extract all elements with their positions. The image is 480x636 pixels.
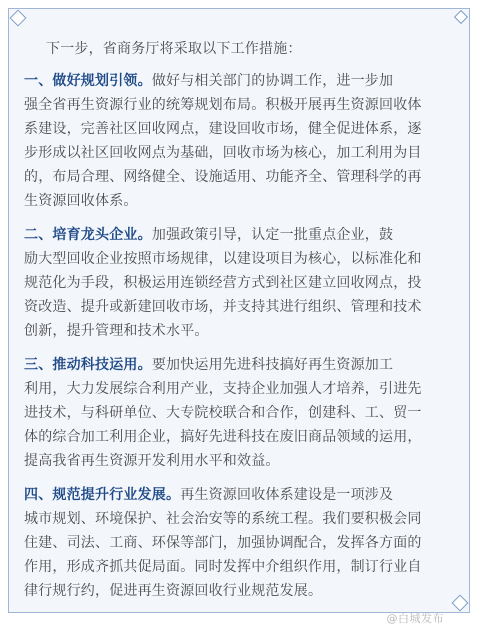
section-1-line-4: 步形成以社区回收网点为基础，回收市场为核心，加工利用为目 (24, 145, 422, 161)
section-1-line-2: 强全省再生资源行业的统筹规划布局。积极开展再生资源回收体 (24, 97, 422, 113)
section-3-lead: 三、推动科技运用。 (24, 357, 152, 373)
section-2-line-4: 资改造、提升或新建回收市场，并支持其进行组织、管理和技术 (24, 299, 422, 315)
section-1-line-6: 生资源回收体系。 (24, 193, 138, 209)
section-2-line-3: 规范化为手段，积极运用连锁经营方式到社区建立回收网点，投 (24, 275, 422, 291)
section-3-text: 要加快运用先进科技搞好再生资源加工 (151, 357, 394, 373)
section-2-line-5: 创新，提升管理和技术水平。 (24, 323, 209, 339)
section-1-line-5: 的，布局合理、网络健全、设施适用、功能齐全、管理科学的再 (24, 169, 422, 185)
section-4 (24, 483, 454, 603)
section-4-line-1 (24, 483, 454, 507)
section-2-text: 加强政策引导，认定一批重点企业，鼓 (151, 227, 394, 243)
intro-text: 下一步，省商务厅将采取以下工作措施： (46, 41, 302, 57)
section-4-lead: 四、规范提升行业发展。 (24, 487, 181, 503)
section-3-line-5: 提高我省再生资源开发利用水平和效益。 (24, 453, 280, 469)
corner-diamond-icon (10, 10, 27, 27)
section-2-line-2: 励大型回收企业按照市场规律，以建设项目为核心，以标准化和 (24, 251, 422, 267)
section-2-line-1 (24, 223, 454, 247)
section-2-lead: 二、培育龙头企业。 (24, 227, 152, 243)
article-body (24, 37, 454, 613)
section-4-line-4: 作用，形成齐抓共促局面。同时发挥中介组织作用，制订行业自 (24, 559, 422, 575)
section-4-line-2: 城市规划、环境保护、社会治安等的系统工程。我们要积极会同 (24, 511, 422, 527)
section-2 (24, 223, 454, 343)
section-3 (24, 353, 454, 473)
section-1-line-3: 系建设，完善社区回收网点，建设回收市场，健全促进体系，逐 (24, 121, 422, 137)
section-3-line-3: 进技术，与科研单位、大专院校联合和合作，创建科、工、贸一 (24, 405, 422, 421)
section-1-lead: 一、做好规划引领。 (24, 73, 152, 89)
section-4-line-3: 住建、司法、工商、环保等部门，加强协调配合，发挥各方面的 (24, 535, 422, 551)
section-1-line-1 (24, 69, 454, 93)
section-3-line-2: 利用，大力发展综合利用产业，支持企业加强人才培养，引进先 (24, 381, 422, 397)
corner-diamond-icon (454, 10, 468, 24)
corner-diamond-icon (452, 595, 469, 612)
section-4-line-5: 律行规行约，促进再生资源回收行业规范发展。 (24, 583, 323, 599)
watermark: @白城发布 (386, 612, 444, 625)
section-1-text: 做好与相关部门的协调工作，进一步加 (151, 73, 394, 89)
section-4-text: 再生资源回收体系建设是一项涉及 (180, 487, 394, 503)
section-3-line-1 (24, 353, 454, 377)
section-3-line-4: 体的综合加工利用企业，搞好先进科技在废旧商品领域的运用， (24, 429, 422, 445)
section-1 (24, 69, 454, 213)
